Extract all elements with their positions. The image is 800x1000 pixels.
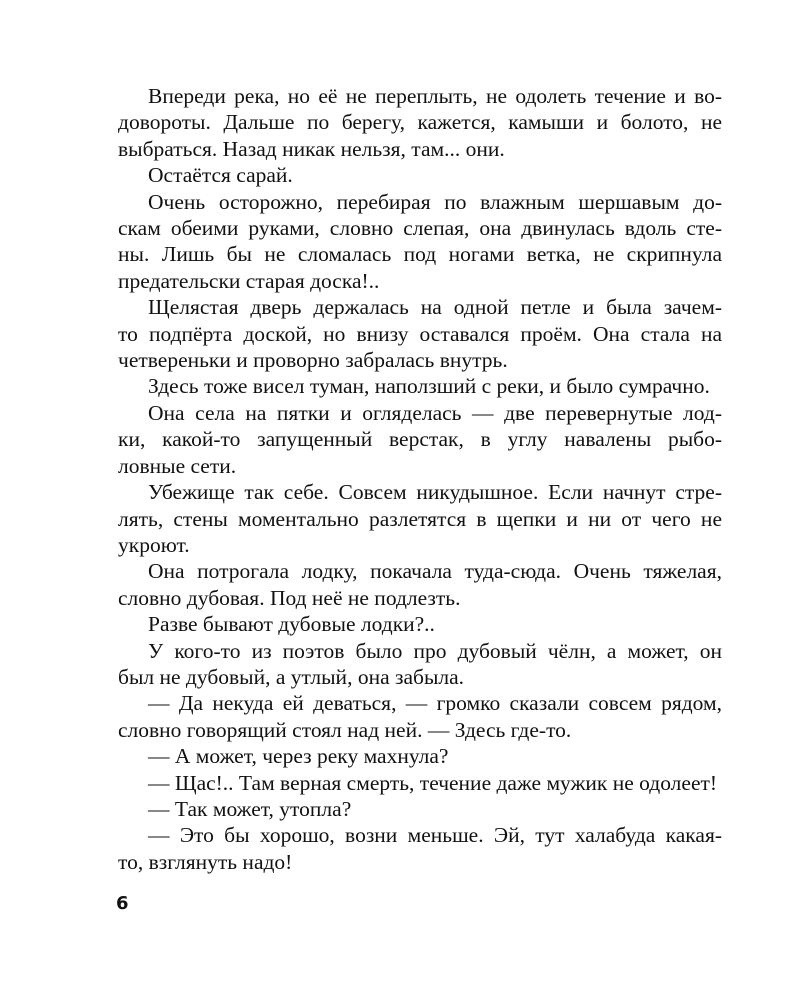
text-line: предательски старая доска!.. (118, 268, 380, 293)
paragraph (118, 822, 722, 875)
text-line: довороты. Дальше по берегу, кажется, камыши и болото, не (118, 110, 722, 135)
text-line: — Так может, утопла? (148, 796, 352, 821)
paragraph (118, 294, 722, 373)
paragraph (118, 189, 722, 295)
page-body (118, 83, 722, 875)
text-line: Остаётся сарай. (148, 163, 293, 188)
text-line: словно говорящий стоял над ней. — Здесь где-то. (118, 717, 572, 742)
text-line: ловные сети. (118, 453, 237, 478)
paragraph (118, 558, 722, 611)
paragraph (118, 690, 722, 743)
paragraph (118, 83, 722, 162)
text-line: был не дубовый, а утлый, она забыла. (118, 664, 465, 689)
text-line: Очень осторожно, перебирая по влажным шершавым до- (148, 189, 722, 214)
text-line: Она потрогала лодку, покачала туда-сюда. Очень тяжелая, (148, 559, 722, 584)
paragraph (118, 770, 722, 796)
text-line: — Да некуда ей деваться, — громко сказали совсем рядом, (148, 691, 722, 716)
paragraph (118, 611, 722, 637)
page-number: 6 (116, 893, 129, 914)
paragraph (118, 638, 722, 691)
text-line: лять, стены моментально разлетятся в щепки и ни от чего не (118, 506, 722, 531)
text-line: Разве бывают дубовые лодки?.. (148, 612, 435, 637)
paragraph (118, 743, 722, 769)
text-line: Здесь тоже висел туман, наползший с реки, и было сумрачно. (148, 374, 710, 399)
text-line: Убежище так себе. Совсем никудышное. Если начнут стре- (148, 480, 722, 505)
text-line: то подпёрта доской, но внизу оставался проём. Она стала на (118, 321, 722, 346)
text-line: У кого-то из поэтов было про дубовый чёлн, а может, он (148, 638, 722, 663)
text-line: Она села на пятки и огляделась — две перевернутые лод- (148, 400, 722, 425)
paragraph (118, 479, 722, 558)
text-line: Впереди река, но её не переплыть, не одолеть течение и во- (148, 84, 722, 108)
paragraph (118, 373, 722, 399)
text-line: словно дубовая. Под неё не подлезть. (118, 585, 461, 610)
text-line: четвереньки и проворно забралась внутрь. (118, 348, 508, 373)
text-line: — А может, через реку махнула? (148, 744, 449, 769)
text-line: выбраться. Назад никак нельзя, там... они. (118, 136, 505, 161)
paragraph (118, 162, 722, 188)
text-line: скам обеими руками, словно слепая, она двинулась вдоль сте- (118, 216, 722, 241)
text-line: — Щас!.. Там верная смерть, течение даже мужик не одолеет! (148, 770, 718, 795)
text-line: то, взглянуть надо! (118, 849, 293, 874)
text-line: ны. Лишь бы не сломалась под ногами ветка, не скрипнула (118, 242, 722, 267)
text-line: — Это бы хорошо, возни меньше. Эй, тут халабуда какая- (148, 823, 722, 848)
paragraph (118, 796, 722, 822)
paragraph (118, 400, 722, 479)
text-line: Щелястая дверь держалась на одной петле и была зачем- (148, 295, 722, 320)
text-line: ки, какой-то запущенный верстак, в углу навалены рыбо- (118, 427, 722, 452)
text-line: укроют. (118, 532, 190, 557)
